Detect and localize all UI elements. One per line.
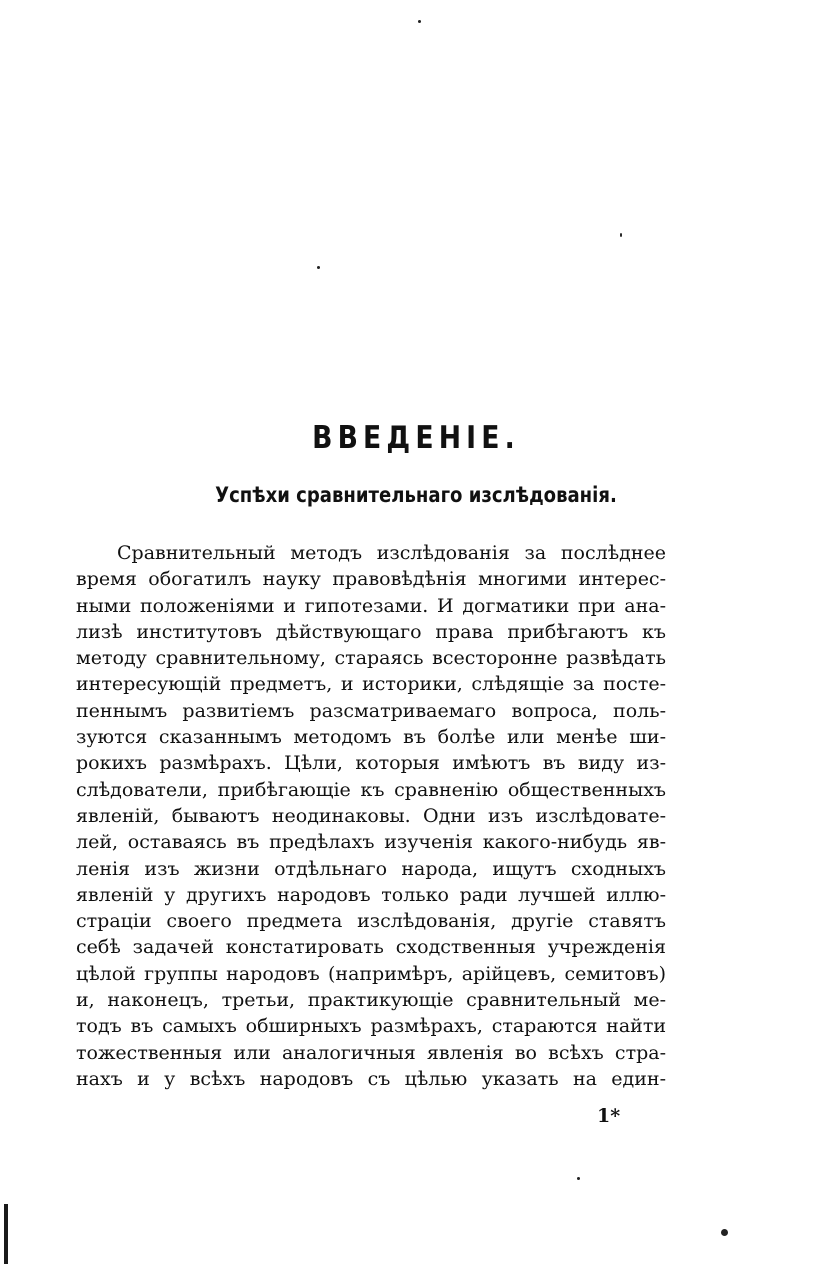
text-line: слѣдователи, прибѣгающіе къ сравненію общественныхъ: [76, 778, 666, 801]
text-line: пеннымъ развитіемъ разсматриваемаго вопроса, поль-: [76, 699, 666, 722]
text-line: Сравнительный методъ изслѣдованія за послѣднее: [117, 542, 666, 564]
text-line: зуются сказаннымъ методомъ въ болѣе или менѣе ши-: [76, 726, 666, 749]
text-line: явленій, бываютъ неодинаковы. Одни изъ изслѣдовате-: [76, 804, 666, 827]
page-signature-mark: 1*: [597, 1105, 621, 1127]
print-speck: [721, 1229, 728, 1236]
text-line: интересующій предметъ, и историки, слѣдящіе за посте-: [76, 673, 666, 696]
text-line: себѣ задачей констатировать сходственныя учрежденія: [76, 936, 666, 959]
text-line: страціи своего предмета изслѣдованія, другіе ставятъ: [76, 910, 666, 933]
text-line: и, наконецъ, третьи, практикующіе сравнительный ме-: [76, 989, 666, 1012]
body-paragraph: [76, 540, 666, 1092]
print-speck: [418, 20, 421, 23]
print-speck: [577, 1177, 580, 1180]
text-line: ленія изъ жизни отдѣльнаго народа, ищутъ сходныхъ: [76, 857, 666, 880]
text-line: методу сравнительному, стараясь всесторонне развѣдать: [76, 647, 666, 670]
print-speck: [317, 266, 320, 269]
text-line: лей, оставаясь въ предѣлахъ изученія какого-нибудь яв-: [76, 831, 666, 854]
text-line: тожественныя или аналогичныя явленія во всѣхъ стра-: [76, 1041, 666, 1064]
page-edge-mark: [4, 1204, 8, 1264]
text-line: явленій у другихъ народовъ только ради лучшей иллю-: [76, 883, 666, 906]
text-line: тодъ въ самыхъ обширныхъ размѣрахъ, стараются найти: [76, 1015, 666, 1038]
text-line: рокихъ размѣрахъ. Цѣли, которыя имѣютъ въ виду из-: [76, 752, 666, 775]
text-line: цѣлой группы народовъ (напримѣръ, арійцевъ, семитовъ): [76, 962, 666, 985]
text-line: время обогатилъ науку правовѣдѣнія многими интерес-: [76, 568, 666, 591]
text-line: нахъ и у всѣхъ народовъ съ цѣлью указать на един-: [76, 1067, 666, 1090]
section-title: Успѣхи сравнительнаго изслѣдованія.: [215, 483, 617, 507]
text-line: лизѣ институтовъ дѣйствующаго права прибѣгаютъ къ: [76, 620, 666, 643]
print-speck: [620, 233, 622, 237]
text-line: ными положеніями и гипотезами. И догматики при ана-: [76, 594, 666, 617]
chapter-title: ВВЕДЕНІЕ.: [312, 420, 520, 456]
